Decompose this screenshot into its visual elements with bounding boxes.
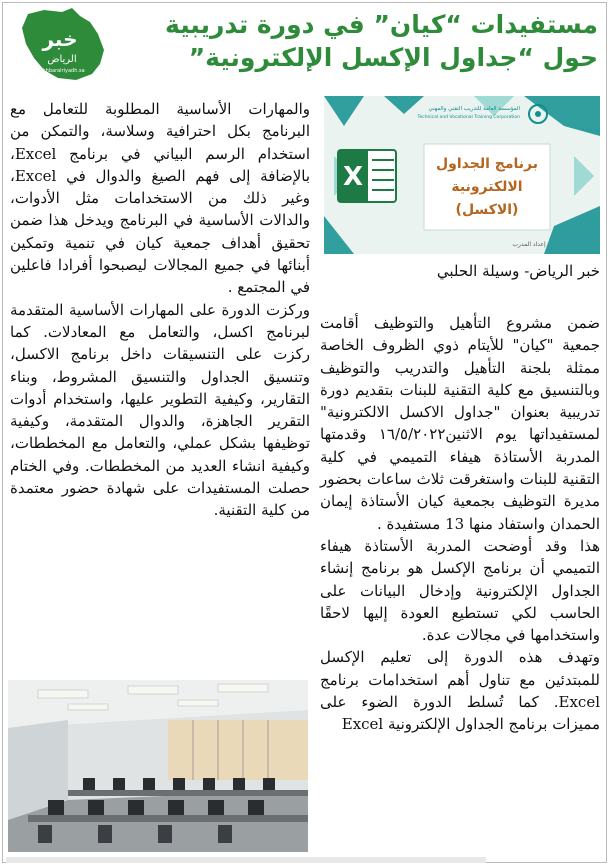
headline: مستفيدات “كيان” في دورة تدريبية حول “جداول الإكسل الإلكترونية” [165, 10, 598, 72]
course-title-line1: برنامج الجداول [436, 156, 538, 172]
left-paragraph-2: وركزت الدورة على المهارات الأساسية المتقدمة لبرنامج اكسل، والتعامل مع المعادلات. كما ركزت على التنسيقات داخل برنامج الاكسل، وتنسيق الجداول والتنسيق المشروط، وبناء التقارير، وكيفية التطوير عليها، واستخدام أدوات التقرير الجاهزة، والدوال المتقدمة، وكيفية توظيفها بشكل عملي، والتعامل مع المخططات، وكيفية انشاء العديد من المخططات. وفي الختام حصلت المستفيدات على شهادة حضور معتمدة من كلية التقنية. [10, 300, 310, 520]
article-column-left [10, 98, 310, 522]
excel-icon [338, 150, 396, 202]
right-paragraph-3: وتهدف هذه الدورة إلى تعليم الإكسل للمبتدئين مع تناول أهم استخدامات برنامج Excel. كما تُسلط الدورة الضوء على مميزات برنامج الجداول الإلكترونية Excel [320, 648, 600, 734]
byline: خبر الرياض- وسيلة الحلبي [436, 262, 600, 280]
right-paragraph-2: هذا وقد أوضحت المدربة الأستاذة هيفاء التميمي أن برنامج الإكسل هو برنامج إنشاء الجداول الإلكترونية وإدخال البيانات على الحاسب لكي تستطيع العودة إليها لاحقًا واستخدامها في مجالات عدة. [320, 536, 600, 645]
classroom-photo [8, 680, 308, 852]
org-name-ar: المؤسسة العامة للتدريب التقني والمهني [428, 106, 520, 112]
logo-name: خبر [42, 27, 78, 51]
page-shadow [6, 857, 486, 863]
org-name-en: Technical and Vocational Training Corporation [417, 115, 520, 120]
right-paragraph-1: ضمن مشروع التأهيل والتوظيف أقامت جمعية "كيان" للأيتام ذوي الظروف الخاصة ممثلة بلجنة التأهيل والتدريب والتوظيف وبالتنسيق مع كلية التقنية للبنات بتقديم دورة تدريبية بعنوان "جداول الاكسل الالكترونية" لمستفيداتها يوم الاثنين١٦/٥/٢٠٢٢ وقدمتها المدربة الأستاذة هيفاء التميمي في كلية التقنية للبنات واستغرقت ثلاث ساعات بحضور مديرة التوظيف بجمعية كيان الأستاذة إيمان الحمدان واستفاد منها 13 مستفيدة . [320, 314, 600, 533]
article-column-right [320, 312, 600, 736]
course-title-line3: (الاكسل) [455, 202, 519, 218]
logo-site: Akhbaralriyadh.sa [39, 68, 85, 74]
svg-text:X: X [342, 162, 364, 192]
news-logo [14, 6, 106, 82]
course-title-line2: الالكترونية [451, 179, 523, 195]
logo-city: الرياض [47, 54, 77, 65]
course-image [324, 96, 600, 254]
left-paragraph-1: والمهارات الأساسية المطلوبة للتعامل مع البرنامج بكل احترافية وسلاسة، والتمكن من استخدام الرسم البياني في برنامج Excel، بالإضافة إلى فهم الصيغ والدوال في Excel، وغير ذلك من الاستخدامات مثل الأدوات، والدالات الأساسية في البرنامج ويدخل هذا ضمن تحقيق أهداف جمعية كيان في تنمية وتمكين أبنائها في جميع المجالات ليصبحوا أفرادا فاعلين في المجتمع . [10, 100, 310, 297]
course-footer: إعداد المدرب [512, 241, 546, 248]
